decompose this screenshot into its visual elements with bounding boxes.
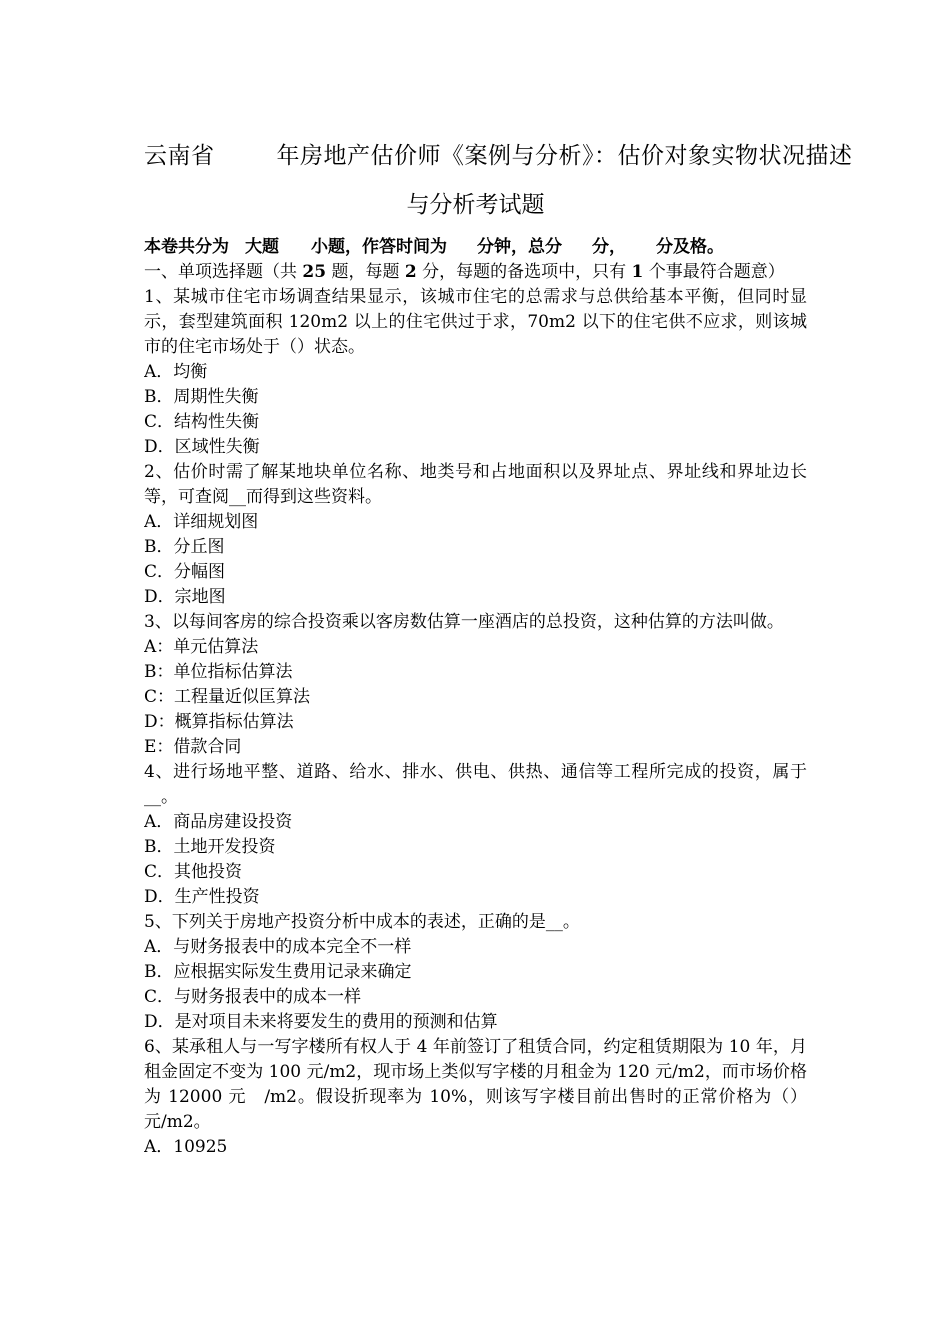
- question-option: C．结构性失衡: [144, 412, 260, 432]
- question-option: D．是对项目未来将要发生的费用的预测和估算: [144, 1012, 498, 1032]
- question-option: D．区域性失衡: [144, 437, 260, 457]
- question-option: B．应根据实际发生费用记录来确定: [144, 962, 412, 982]
- question-stem: 6、某承租人与一写字楼所有权人于 4 年前签订了租赁合同，约定租赁期限为 10 年，月租金固定不变为 100 元/m2，现市场上类似写字楼的月租金为 120 元/m2，而市场价格为 12000 元 /m2。假设折现率为 10%，则该写字楼目前出售时的正常价格为（）元/m2。: [144, 1037, 807, 1132]
- title-main: 年房地产估价师《案例与分析》：估价对象实物状况描述: [276, 143, 853, 169]
- document-body: [144, 235, 807, 1160]
- meta-seg3: 小题，作答时间为: [311, 237, 447, 257]
- question-option: B：单位指标估算法: [144, 662, 293, 682]
- question-option: D：概算指标估算法: [144, 712, 294, 732]
- question-option: A．商品房建设投资: [144, 812, 293, 832]
- question-option: A．10925: [144, 1137, 228, 1157]
- document-title-line1: [144, 140, 853, 172]
- question-stem: 1、某城市住宅市场调查结果显示，该城市住宅的总需求与总供给基本平衡，但同时显示，套型建筑面积 120m2 以上的住宅供过于求，70m2 以下的住宅供不应求，则该城市的住宅市场处于（）状态。: [144, 287, 807, 357]
- question-option: B．土地开发投资: [144, 837, 276, 857]
- question-option: B．周期性失衡: [144, 387, 259, 407]
- meta-seg4: 分钟，总分: [477, 237, 562, 257]
- document-title-line2: 与分析考试题: [406, 192, 545, 218]
- question-stem: 5、下列关于房地产投资分析中成本的表述，正确的是__。: [144, 912, 580, 932]
- question-item: [144, 760, 807, 910]
- meta-seg6: 分及格。: [656, 237, 724, 257]
- question-option: E：借款合同: [144, 737, 242, 757]
- question-option: A．与财务报表中的成本完全不一样: [144, 937, 412, 957]
- question-option: B．分丘图: [144, 537, 225, 557]
- question-option: A．均衡: [144, 362, 208, 382]
- question-option: C．分幅图: [144, 562, 226, 582]
- question-item: [144, 460, 807, 610]
- meta-seg1: 本卷共分为: [144, 237, 229, 257]
- section-heading: 一、单项选择题（共 25 题，每题 2 分，每题的备选项中，只有 1 个事最符合题意）: [144, 262, 785, 282]
- question-option: C：工程量近似匡算法: [144, 687, 311, 707]
- title-province: 云南省: [144, 143, 215, 169]
- question-stem: 2、估价时需了解某地块单位名称、地类号和占地面积以及界址点、界址线和界址边长等，可查阅__而得到这些资料。: [144, 462, 807, 507]
- question-item: [144, 1035, 807, 1160]
- question-item: [144, 910, 807, 1035]
- question-option: A．详细规划图: [144, 512, 259, 532]
- question-stem: 3、以每间客房的综合投资乘以客房数估算一座酒店的总投资，这种估算的方法叫做。: [144, 612, 784, 632]
- question-item: [144, 610, 807, 760]
- exam-meta-line: [144, 235, 807, 260]
- question-option: A：单元估算法: [144, 637, 259, 657]
- question-list: [144, 285, 807, 1160]
- question-option: D．生产性投资: [144, 887, 260, 907]
- meta-seg2: 大题: [245, 237, 279, 257]
- meta-seg5: 分，: [592, 237, 626, 257]
- question-item: [144, 285, 807, 460]
- question-stem: 4、进行场地平整、道路、给水、排水、供电、供热、通信等工程所完成的投资，属于__。: [144, 762, 807, 807]
- question-option: D．宗地图: [144, 587, 226, 607]
- question-option: C．与财务报表中的成本一样: [144, 987, 362, 1007]
- question-option: C．其他投资: [144, 862, 243, 882]
